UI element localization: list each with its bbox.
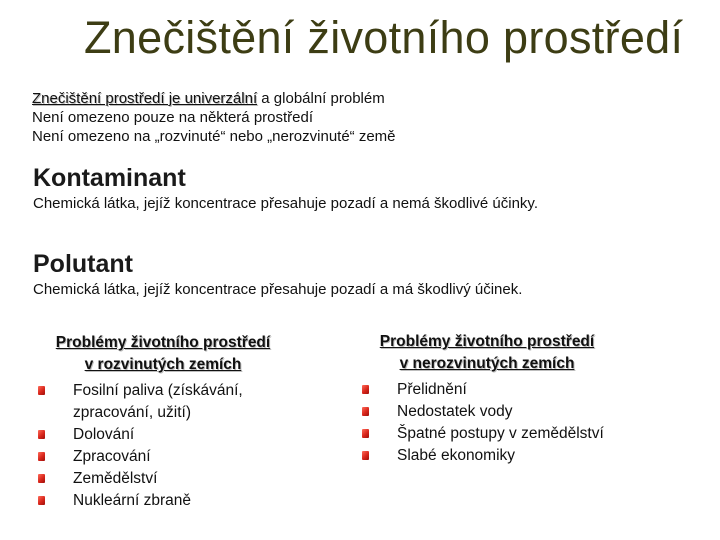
intro-line-1: [32, 89, 396, 108]
intro-line-1-underlined: Znečištění prostředí je univerzální: [32, 90, 258, 107]
bullet-icon: [362, 429, 369, 438]
bullet-icon: [38, 496, 45, 505]
left-column: [38, 332, 298, 512]
right-column-heading-line-1: Problémy životního prostředí: [379, 333, 595, 350]
list-item: Přelidnění: [362, 379, 662, 401]
list-item: Špatné postupy v zemědělství: [362, 423, 662, 445]
polutant-heading: Polutant: [33, 250, 133, 278]
kontaminant-text: Chemická látka, jejíž koncentrace přesahuje pozadí a nemá škodlivé účinky.: [33, 195, 538, 212]
left-column-heading: [38, 332, 288, 376]
right-column: [362, 331, 662, 467]
intro-line-3: Není omezeno na „rozvinuté“ nebo „nerozvinuté“ země: [32, 128, 396, 145]
right-column-heading: [362, 331, 612, 375]
right-column-list: [362, 379, 662, 467]
bullet-icon: [362, 451, 369, 460]
bullet-icon: [362, 385, 369, 394]
bullet-icon: [362, 407, 369, 416]
list-item: Fosilní paliva (získávání, zpracování, užití): [38, 380, 298, 424]
bullet-icon: [38, 386, 45, 395]
left-column-heading-line-1: Problémy životního prostředí: [55, 334, 271, 351]
polutant-text: Chemická látka, jejíž koncentrace přesahuje pozadí a má škodlivý účinek.: [33, 281, 523, 298]
intro-line-1-rest: a globální problém: [257, 90, 385, 107]
intro-block: [32, 89, 396, 146]
list-item: Slabé ekonomiky: [362, 445, 662, 467]
bullet-icon: [38, 452, 45, 461]
list-item: Nedostatek vody: [362, 401, 662, 423]
list-item: Zpracování: [38, 446, 298, 468]
bullet-icon: [38, 474, 45, 483]
list-item: Zemědělství: [38, 468, 298, 490]
right-column-heading-line-2: v nerozvinutých zemích: [399, 355, 575, 372]
left-column-list: [38, 380, 298, 512]
bullet-icon: [38, 430, 45, 439]
intro-line-2: Není omezeno pouze na některá prostředí: [32, 109, 314, 126]
left-column-heading-line-2: v rozvinutých zemích: [84, 356, 242, 373]
slide-title: Znečištění životního prostředí: [84, 12, 684, 63]
list-item: Nukleární zbraně: [38, 490, 298, 512]
list-item: Dolování: [38, 424, 298, 446]
kontaminant-heading: Kontaminant: [33, 164, 186, 192]
